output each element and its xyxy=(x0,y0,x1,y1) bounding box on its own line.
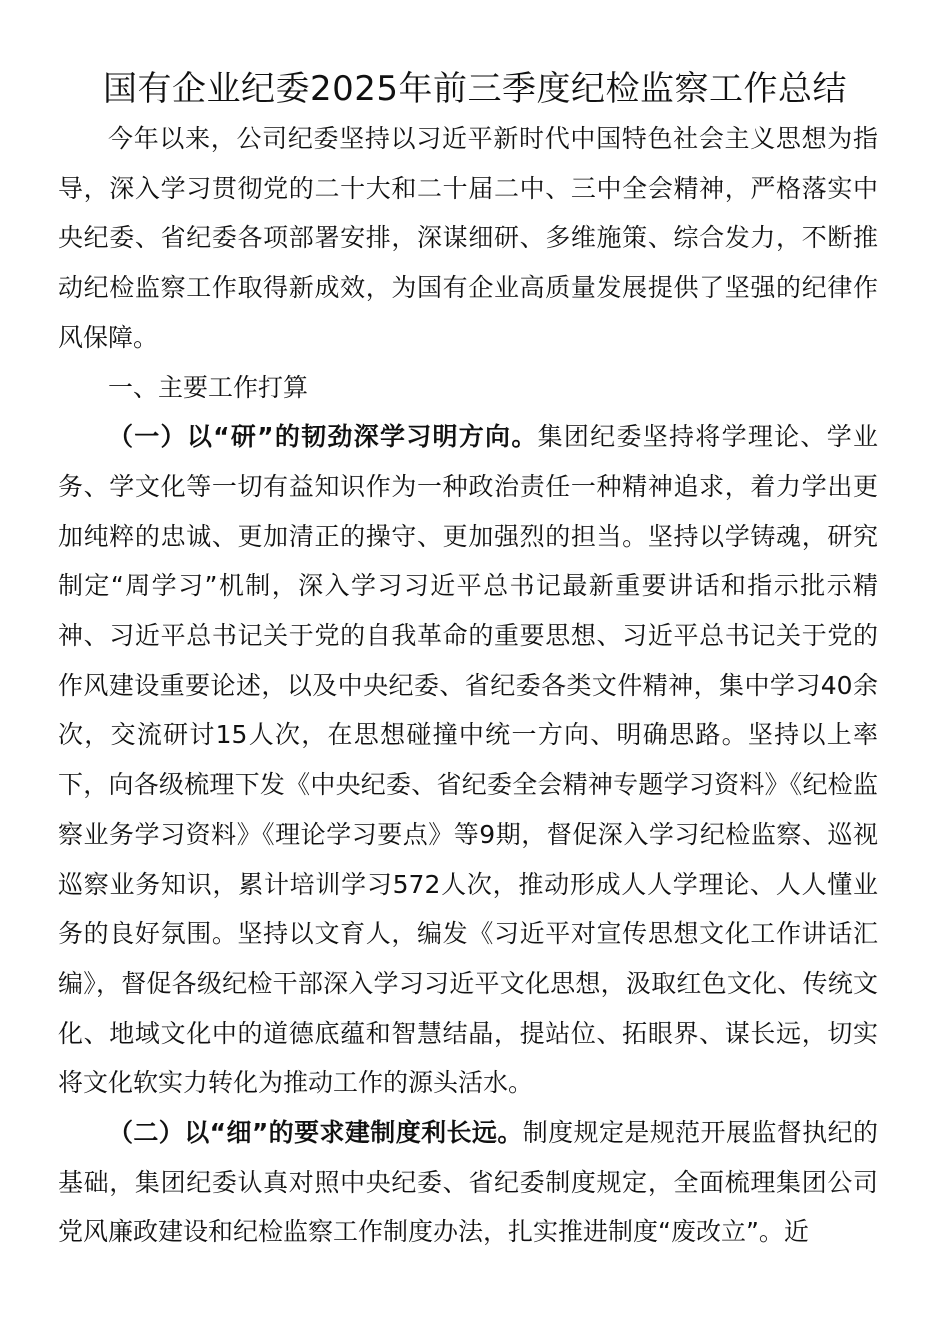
paragraph-heading: （一）以“研”的韧劲深学习明方向。 xyxy=(108,422,538,452)
section-heading xyxy=(58,363,878,413)
intro-paragraph xyxy=(58,114,878,363)
document-title: 国有企业纪委2025年前三季度纪检监察工作总结 xyxy=(102,69,848,109)
document-body xyxy=(58,114,878,1257)
subsection-paragraph-1 xyxy=(58,412,878,1108)
paragraph-text: 制度规定是规范开展监督执纪的基础，集团纪委认真对照中央纪委、省纪委制度规定，全面梳理集团公司党风廉政建设和纪检监察工作制度办法，扎实推进制度“废改立”。近 xyxy=(58,1118,878,1247)
paragraph-text: 集团纪委坚持将学理论、学业务、学文化等一切有益知识作为一种政治责任一种精神追求，着力学出更加纯粹的忠诚、更加清正的操守、更加强烈的担当。坚持以学铸魂，研究制定“周学习”机制，深入学习习近平总书记最新重要讲话和指示批示精神、习近平总书记关于党的自我革命的重要思想、习近平总书记关于党的作风建设重要论述，以及中央纪委、省纪委各类文件精神，集中学习40余次，交流研讨15人次，在思想碰撞中统一方向、明确思路。坚持以上率下，向各级梳理下发《中央纪委、省纪委全会精神专题学习资料》《纪检监察业务学习资料》《理论学习要点》等9期，督促深入学习纪检监察、巡视巡察业务知识，累计培训学习572人次，推动形成人人学理论、人人懂业务的良好氛围。坚持以文育人，编发《习近平对宣传思想文化工作讲话汇编》，督促各级纪检干部深入学习习近平文化思想，汲取红色文化、传统文化、地域文化中的道德底蕴和智慧结晶，提站位、拓眼界、谋长远，切实将文化软实力转化为推动工作的源头活水。 xyxy=(58,422,878,1098)
paragraph-heading: （二）以“细”的要求建制度利长远。 xyxy=(108,1118,523,1148)
subsection-paragraph-2 xyxy=(58,1108,878,1257)
section-heading-text: 一、主要工作打算 xyxy=(108,372,309,402)
paragraph-text: 今年以来，公司纪委坚持以习近平新时代中国特色社会主义思想为指导，深入学习贯彻党的二十大和二十届二中、三中全会精神，严格落实中央纪委、省纪委各项部署安排，深谋细研、多维施策、综合发力，不断推动纪检监察工作取得新成效，为国有企业高质量发展提供了坚强的纪律作风保障。 xyxy=(58,124,878,352)
